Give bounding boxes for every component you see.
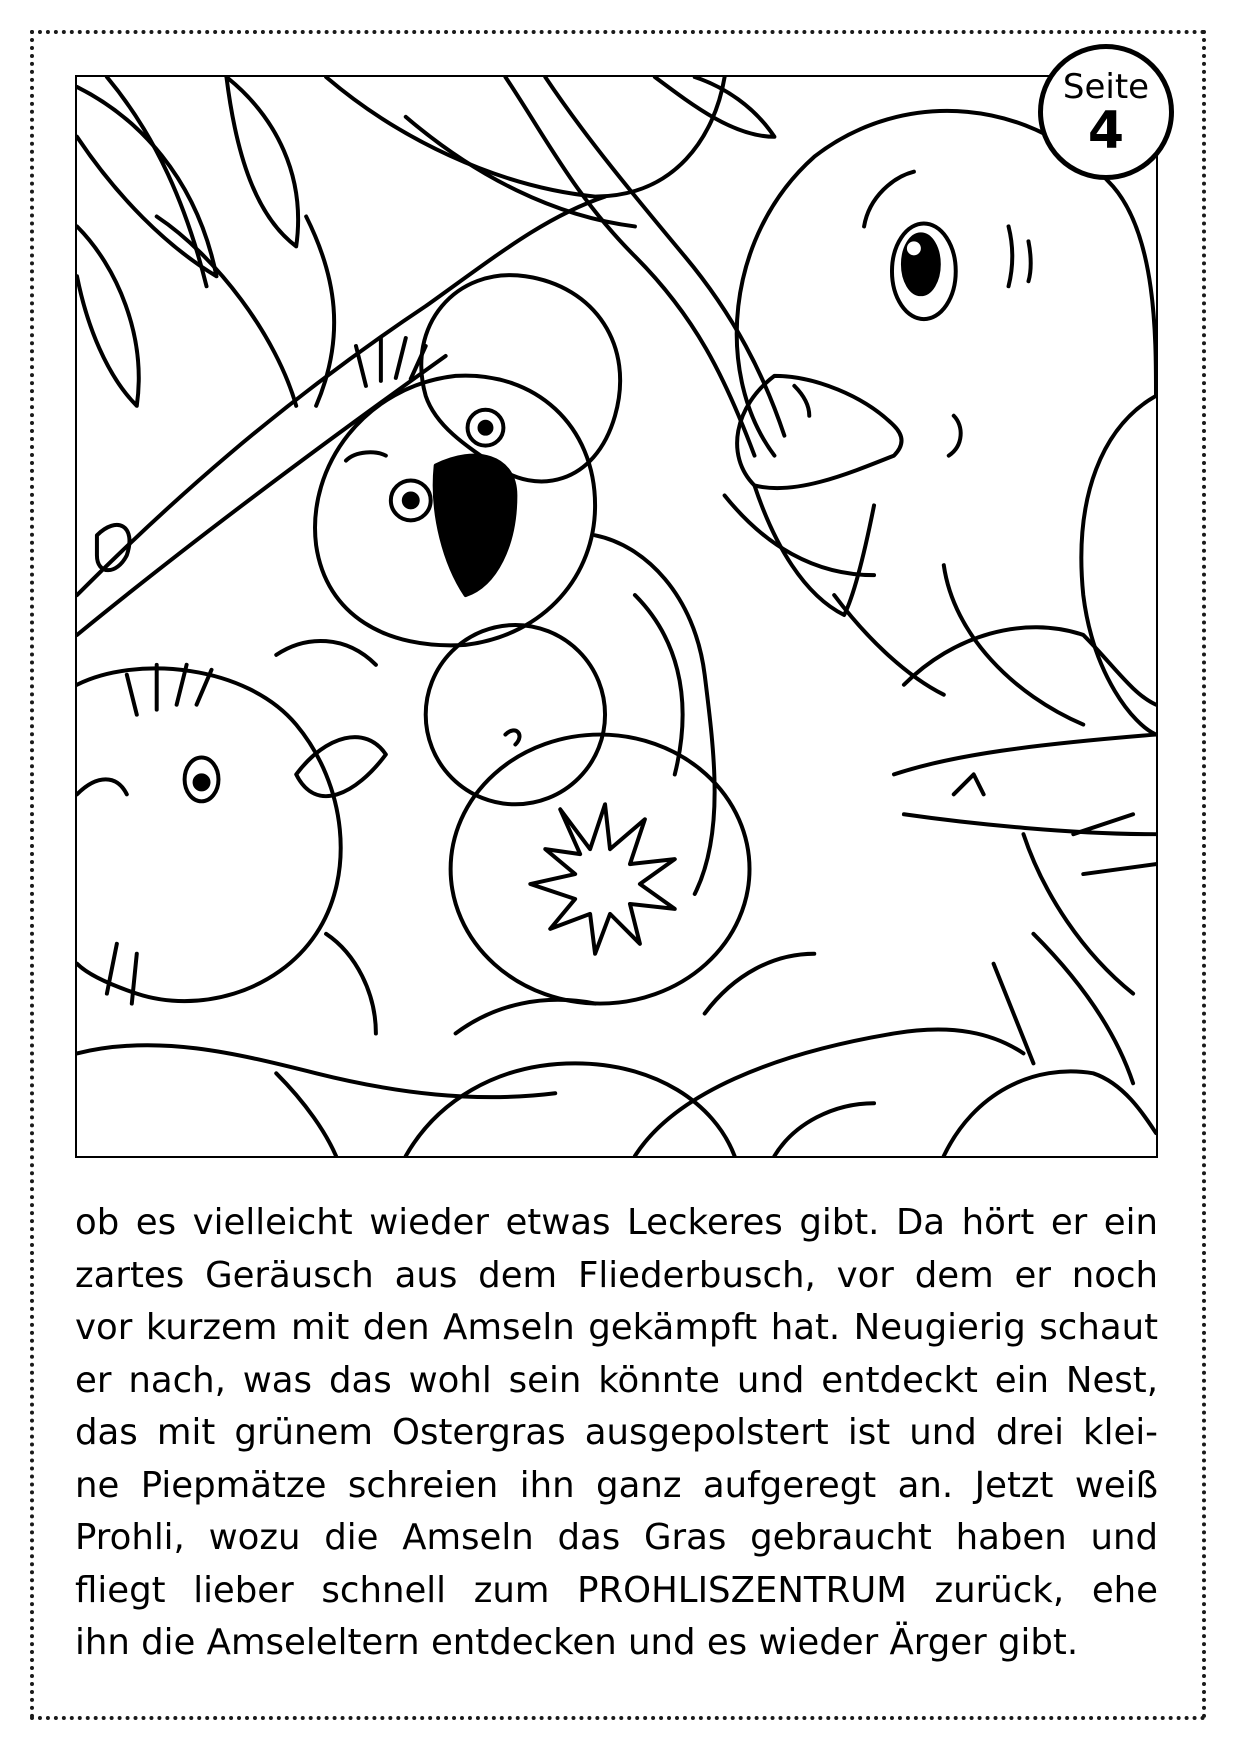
story-line: zartes Geräusch aus dem Fliederbusch, vor dem er noch	[75, 1254, 1158, 1296]
story-text	[75, 1197, 1158, 1670]
story-line: das mit grünem Ostergras ausgepolstert ist und drei klei-	[75, 1412, 1158, 1453]
page-number: 4	[1087, 101, 1125, 161]
page-label: Seite	[1062, 67, 1150, 107]
story-line: ne Piepmätze schreien ihn ganz aufgeregt an. Jetzt weiß	[75, 1464, 1158, 1506]
story-line: Prohli, wozu die Amseln das Gras gebraucht haben und	[75, 1517, 1158, 1558]
story-line: fliegt lieber schnell zum PROHLISZENTRUM zurück, ehe	[75, 1569, 1158, 1611]
story-line: er nach, was das wohl sein könnte und entdeckt ein Nest,	[75, 1359, 1158, 1401]
coloring-page-illustration	[75, 75, 1158, 1158]
page-number-badge	[1038, 44, 1174, 180]
story-line: ihn die Amseleltern entdecken und es wieder Ärger gibt.	[75, 1622, 1079, 1663]
story-line: ob es vielleicht wieder etwas Leckeres gibt. Da hört er ein	[75, 1202, 1158, 1243]
coloring-page-blackbird-nest-icon	[77, 77, 1156, 1156]
story-line: vor kurzem mit den Amseln gekämpft hat. Neugierig schaut	[75, 1307, 1158, 1348]
